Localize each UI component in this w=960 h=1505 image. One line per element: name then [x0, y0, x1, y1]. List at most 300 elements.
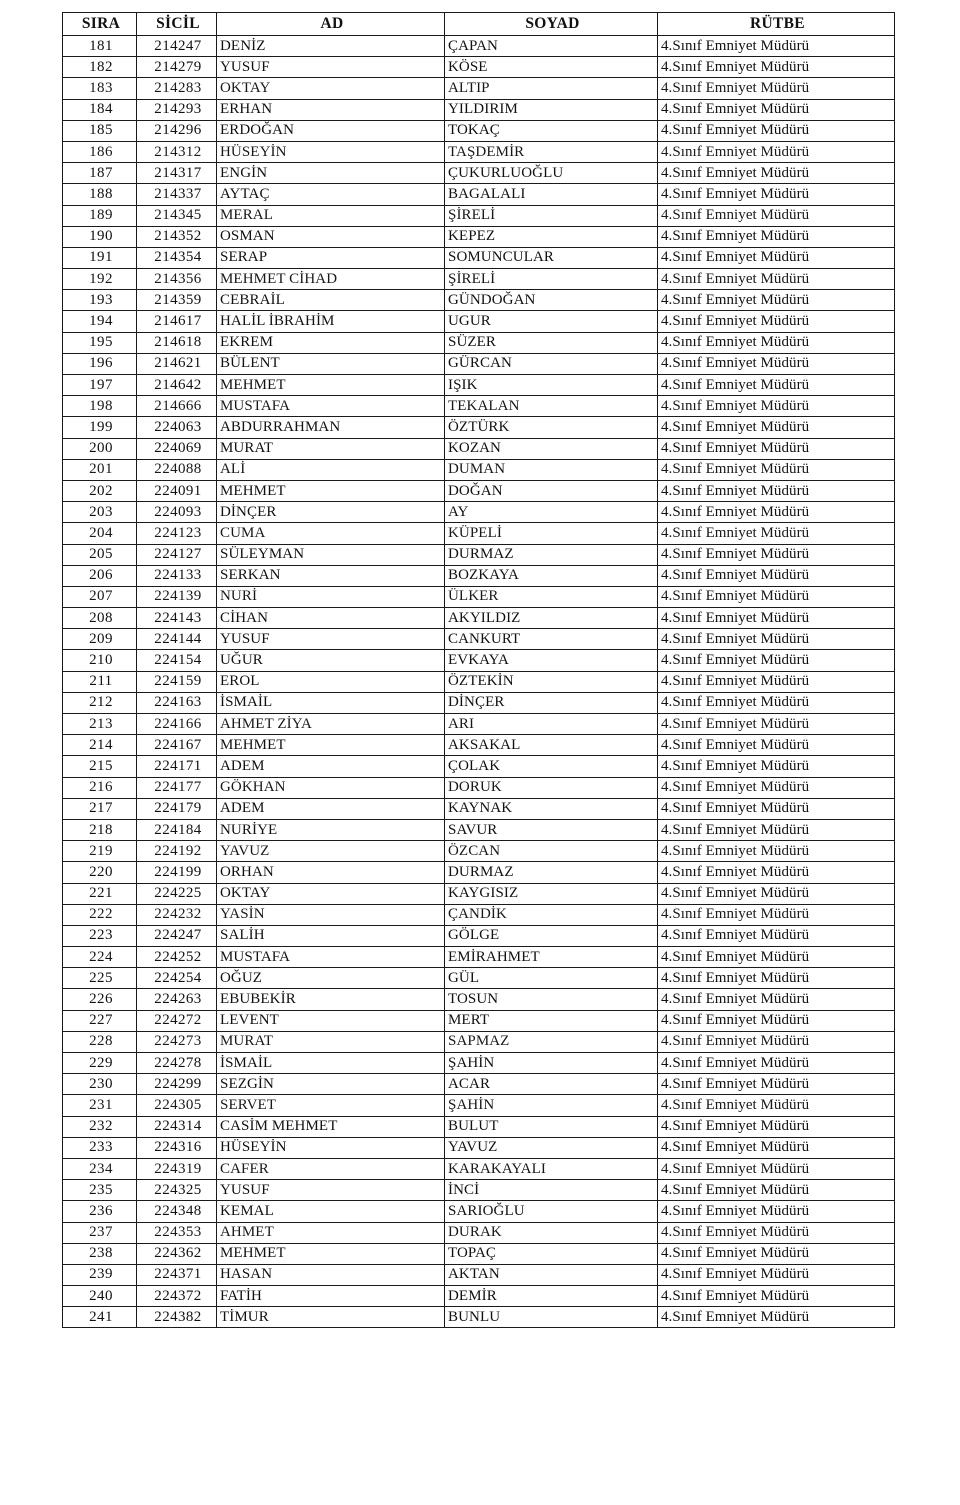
table-row	[63, 438, 895, 459]
cell-soyad: ÖZCAN	[445, 841, 658, 862]
cell-soyad: KAYGISIZ	[445, 883, 658, 904]
cell-sicil: 224179	[137, 798, 217, 819]
cell-sira: 191	[63, 247, 137, 268]
cell-sira: 187	[63, 163, 137, 184]
cell-sicil: 224273	[137, 1031, 217, 1052]
cell-rutbe: 4.Sınıf Emniyet Müdürü	[658, 1010, 895, 1031]
cell-sira: 220	[63, 862, 137, 883]
cell-sira: 216	[63, 777, 137, 798]
cell-sira: 221	[63, 883, 137, 904]
cell-rutbe: 4.Sınıf Emniyet Müdürü	[658, 353, 895, 374]
cell-sicil: 214642	[137, 375, 217, 396]
cell-ad: SERKAN	[217, 565, 445, 586]
cell-sicil: 224325	[137, 1180, 217, 1201]
cell-sicil: 214345	[137, 205, 217, 226]
cell-soyad: TOPAÇ	[445, 1243, 658, 1264]
table-row	[63, 459, 895, 480]
cell-sira: 211	[63, 671, 137, 692]
cell-rutbe: 4.Sınıf Emniyet Müdürü	[658, 247, 895, 268]
table-row	[63, 226, 895, 247]
cell-soyad: ÖZTÜRK	[445, 417, 658, 438]
cell-soyad: İNCİ	[445, 1180, 658, 1201]
table-row	[63, 841, 895, 862]
cell-ad: ORHAN	[217, 862, 445, 883]
cell-rutbe: 4.Sınıf Emniyet Müdürü	[658, 120, 895, 141]
cell-sira: 222	[63, 904, 137, 925]
cell-sicil: 224093	[137, 502, 217, 523]
table-row	[63, 798, 895, 819]
cell-ad: ERHAN	[217, 99, 445, 120]
cell-rutbe: 4.Sınıf Emniyet Müdürü	[658, 184, 895, 205]
cell-sira: 238	[63, 1243, 137, 1264]
cell-sira: 208	[63, 608, 137, 629]
cell-ad: SALİH	[217, 925, 445, 946]
cell-sira: 233	[63, 1137, 137, 1158]
cell-soyad: SARIOĞLU	[445, 1201, 658, 1222]
cell-soyad: YILDIRIM	[445, 99, 658, 120]
cell-sicil: 224171	[137, 756, 217, 777]
cell-sira: 215	[63, 756, 137, 777]
cell-soyad: TAŞDEMİR	[445, 141, 658, 162]
cell-sira: 206	[63, 565, 137, 586]
cell-soyad: EVKAYA	[445, 650, 658, 671]
cell-sicil: 214312	[137, 141, 217, 162]
cell-soyad: AKYILDIZ	[445, 608, 658, 629]
cell-ad: HALİL İBRAHİM	[217, 311, 445, 332]
cell-rutbe: 4.Sınıf Emniyet Müdürü	[658, 883, 895, 904]
cell-sicil: 224252	[137, 947, 217, 968]
cell-sira: 192	[63, 269, 137, 290]
cell-soyad: BAGALALI	[445, 184, 658, 205]
cell-soyad: BUNLU	[445, 1307, 658, 1328]
table-row	[63, 163, 895, 184]
cell-sicil: 214317	[137, 163, 217, 184]
cell-soyad: SÜZER	[445, 332, 658, 353]
cell-ad: HÜSEYİN	[217, 1137, 445, 1158]
table-row	[63, 1116, 895, 1137]
cell-ad: KEMAL	[217, 1201, 445, 1222]
table-row	[63, 78, 895, 99]
table-row	[63, 396, 895, 417]
cell-sira: 188	[63, 184, 137, 205]
table-row	[63, 989, 895, 1010]
table-row	[63, 756, 895, 777]
cell-ad: ABDURRAHMAN	[217, 417, 445, 438]
cell-ad: HASAN	[217, 1264, 445, 1285]
cell-ad: ADEM	[217, 798, 445, 819]
cell-ad: YUSUF	[217, 1180, 445, 1201]
cell-rutbe: 4.Sınıf Emniyet Müdürü	[658, 1201, 895, 1222]
cell-rutbe: 4.Sınıf Emniyet Müdürü	[658, 57, 895, 78]
cell-soyad: ÇOLAK	[445, 756, 658, 777]
cell-sicil: 224263	[137, 989, 217, 1010]
cell-rutbe: 4.Sınıf Emniyet Müdürü	[658, 311, 895, 332]
cell-ad: DENİZ	[217, 36, 445, 57]
table-row	[63, 650, 895, 671]
column-header-soyad: SOYAD	[445, 13, 658, 36]
cell-rutbe: 4.Sınıf Emniyet Müdürü	[658, 78, 895, 99]
table-row	[63, 1243, 895, 1264]
cell-soyad: GÖLGE	[445, 925, 658, 946]
cell-soyad: ÜLKER	[445, 586, 658, 607]
cell-sira: 190	[63, 226, 137, 247]
cell-rutbe: 4.Sınıf Emniyet Müdürü	[658, 1286, 895, 1307]
cell-soyad: KARAKAYALI	[445, 1158, 658, 1179]
cell-soyad: SOMUNCULAR	[445, 247, 658, 268]
cell-sira: 237	[63, 1222, 137, 1243]
cell-sira: 240	[63, 1286, 137, 1307]
cell-ad: HÜSEYİN	[217, 141, 445, 162]
cell-sira: 197	[63, 375, 137, 396]
cell-rutbe: 4.Sınıf Emniyet Müdürü	[658, 1158, 895, 1179]
cell-rutbe: 4.Sınıf Emniyet Müdürü	[658, 438, 895, 459]
cell-rutbe: 4.Sınıf Emniyet Müdürü	[658, 269, 895, 290]
cell-soyad: BULUT	[445, 1116, 658, 1137]
cell-rutbe: 4.Sınıf Emniyet Müdürü	[658, 586, 895, 607]
cell-sira: 210	[63, 650, 137, 671]
cell-sira: 227	[63, 1010, 137, 1031]
table-row	[63, 947, 895, 968]
cell-rutbe: 4.Sınıf Emniyet Müdürü	[658, 502, 895, 523]
cell-rutbe: 4.Sınıf Emniyet Müdürü	[658, 1137, 895, 1158]
cell-ad: LEVENT	[217, 1010, 445, 1031]
cell-ad: CEBRAİL	[217, 290, 445, 311]
cell-sicil: 224278	[137, 1053, 217, 1074]
cell-rutbe: 4.Sınıf Emniyet Müdürü	[658, 1074, 895, 1095]
cell-ad: MEHMET	[217, 375, 445, 396]
table-row	[63, 1264, 895, 1285]
cell-sira: 213	[63, 714, 137, 735]
cell-sira: 234	[63, 1158, 137, 1179]
table-row	[63, 141, 895, 162]
cell-ad: ALİ	[217, 459, 445, 480]
cell-ad: BÜLENT	[217, 353, 445, 374]
table-row	[63, 269, 895, 290]
cell-sicil: 224362	[137, 1243, 217, 1264]
table-row	[63, 375, 895, 396]
cell-rutbe: 4.Sınıf Emniyet Müdürü	[658, 459, 895, 480]
cell-sicil: 224144	[137, 629, 217, 650]
cell-sicil: 214356	[137, 269, 217, 290]
cell-soyad: ACAR	[445, 1074, 658, 1095]
cell-sira: 207	[63, 586, 137, 607]
table-row	[63, 671, 895, 692]
column-header-sira: SIRA	[63, 13, 137, 36]
cell-ad: MUSTAFA	[217, 396, 445, 417]
cell-ad: FATİH	[217, 1286, 445, 1307]
cell-sira: 236	[63, 1201, 137, 1222]
cell-rutbe: 4.Sınıf Emniyet Müdürü	[658, 332, 895, 353]
cell-sicil: 224199	[137, 862, 217, 883]
cell-sicil: 224127	[137, 544, 217, 565]
table-row	[63, 629, 895, 650]
cell-ad: MEHMET	[217, 1243, 445, 1264]
table-row	[63, 1201, 895, 1222]
cell-ad: AHMET	[217, 1222, 445, 1243]
cell-ad: AYTAÇ	[217, 184, 445, 205]
cell-soyad: KÜPELİ	[445, 523, 658, 544]
cell-rutbe: 4.Sınıf Emniyet Müdürü	[658, 777, 895, 798]
cell-rutbe: 4.Sınıf Emniyet Müdürü	[658, 396, 895, 417]
table-row	[63, 1286, 895, 1307]
cell-rutbe: 4.Sınıf Emniyet Müdürü	[658, 1095, 895, 1116]
table-row	[63, 968, 895, 989]
cell-soyad: DEMİR	[445, 1286, 658, 1307]
header-row	[63, 13, 895, 36]
cell-rutbe: 4.Sınıf Emniyet Müdürü	[658, 1053, 895, 1074]
cell-sira: 182	[63, 57, 137, 78]
cell-ad: MEHMET CİHAD	[217, 269, 445, 290]
cell-sira: 231	[63, 1095, 137, 1116]
cell-sicil: 224184	[137, 819, 217, 840]
table-row	[63, 904, 895, 925]
cell-soyad: DİNÇER	[445, 692, 658, 713]
cell-soyad: DURAK	[445, 1222, 658, 1243]
cell-rutbe: 4.Sınıf Emniyet Müdürü	[658, 735, 895, 756]
cell-ad: CASİM MEHMET	[217, 1116, 445, 1137]
cell-ad: NURİYE	[217, 819, 445, 840]
cell-soyad: DUMAN	[445, 459, 658, 480]
cell-ad: AHMET ZİYA	[217, 714, 445, 735]
cell-sira: 189	[63, 205, 137, 226]
cell-sira: 193	[63, 290, 137, 311]
table-row	[63, 205, 895, 226]
cell-soyad: ALTIP	[445, 78, 658, 99]
cell-soyad: ÇAPAN	[445, 36, 658, 57]
cell-soyad: ÖZTEKİN	[445, 671, 658, 692]
table-row	[63, 290, 895, 311]
cell-ad: OĞUZ	[217, 968, 445, 989]
cell-sicil: 224348	[137, 1201, 217, 1222]
cell-rutbe: 4.Sınıf Emniyet Müdürü	[658, 226, 895, 247]
cell-ad: ENGİN	[217, 163, 445, 184]
cell-ad: CAFER	[217, 1158, 445, 1179]
cell-sira: 212	[63, 692, 137, 713]
cell-ad: TİMUR	[217, 1307, 445, 1328]
cell-soyad: SAVUR	[445, 819, 658, 840]
table-row	[63, 1095, 895, 1116]
cell-rutbe: 4.Sınıf Emniyet Müdürü	[658, 1307, 895, 1328]
cell-ad: YUSUF	[217, 629, 445, 650]
cell-rutbe: 4.Sınıf Emniyet Müdürü	[658, 692, 895, 713]
cell-soyad: BOZKAYA	[445, 565, 658, 586]
cell-sira: 218	[63, 819, 137, 840]
cell-soyad: KAYNAK	[445, 798, 658, 819]
cell-rutbe: 4.Sınıf Emniyet Müdürü	[658, 205, 895, 226]
cell-soyad: AY	[445, 502, 658, 523]
cell-sicil: 224305	[137, 1095, 217, 1116]
table-row	[63, 819, 895, 840]
cell-sicil: 224133	[137, 565, 217, 586]
cell-rutbe: 4.Sınıf Emniyet Müdürü	[658, 798, 895, 819]
cell-soyad: GÜRCAN	[445, 353, 658, 374]
cell-rutbe: 4.Sınıf Emniyet Müdürü	[658, 1116, 895, 1137]
cell-ad: DİNÇER	[217, 502, 445, 523]
cell-ad: UĞUR	[217, 650, 445, 671]
cell-sicil: 224247	[137, 925, 217, 946]
cell-sira: 219	[63, 841, 137, 862]
cell-soyad: KÖSE	[445, 57, 658, 78]
table-row	[63, 586, 895, 607]
cell-ad: OKTAY	[217, 78, 445, 99]
table-row	[63, 925, 895, 946]
cell-sicil: 214296	[137, 120, 217, 141]
cell-sicil: 224319	[137, 1158, 217, 1179]
cell-ad: ADEM	[217, 756, 445, 777]
cell-sicil: 224088	[137, 459, 217, 480]
cell-sira: 194	[63, 311, 137, 332]
cell-soyad: DURMAZ	[445, 544, 658, 565]
table-row	[63, 120, 895, 141]
cell-rutbe: 4.Sınıf Emniyet Müdürü	[658, 1243, 895, 1264]
cell-rutbe: 4.Sınıf Emniyet Müdürü	[658, 862, 895, 883]
cell-ad: OKTAY	[217, 883, 445, 904]
cell-sira: 228	[63, 1031, 137, 1052]
cell-sicil: 214359	[137, 290, 217, 311]
cell-sira: 230	[63, 1074, 137, 1095]
cell-soyad: EMİRAHMET	[445, 947, 658, 968]
cell-rutbe: 4.Sınıf Emniyet Müdürü	[658, 714, 895, 735]
cell-sicil: 224299	[137, 1074, 217, 1095]
cell-soyad: DOĞAN	[445, 480, 658, 501]
cell-sicil: 214283	[137, 78, 217, 99]
cell-sira: 224	[63, 947, 137, 968]
cell-rutbe: 4.Sınıf Emniyet Müdürü	[658, 925, 895, 946]
cell-ad: EROL	[217, 671, 445, 692]
cell-sira: 181	[63, 36, 137, 57]
cell-sicil: 224254	[137, 968, 217, 989]
cell-sira: 214	[63, 735, 137, 756]
cell-sicil: 224372	[137, 1286, 217, 1307]
table-row	[63, 1010, 895, 1031]
cell-sira: 241	[63, 1307, 137, 1328]
cell-sicil: 224167	[137, 735, 217, 756]
cell-sira: 209	[63, 629, 137, 650]
table-row	[63, 1158, 895, 1179]
cell-soyad: TOSUN	[445, 989, 658, 1010]
cell-sicil: 224192	[137, 841, 217, 862]
table-row	[63, 777, 895, 798]
cell-soyad: ŞİRELİ	[445, 205, 658, 226]
cell-soyad: MERT	[445, 1010, 658, 1031]
cell-sicil: 224139	[137, 586, 217, 607]
cell-sira: 199	[63, 417, 137, 438]
cell-ad: MERAL	[217, 205, 445, 226]
cell-soyad: DORUK	[445, 777, 658, 798]
table-row	[63, 311, 895, 332]
cell-rutbe: 4.Sınıf Emniyet Müdürü	[658, 819, 895, 840]
column-header-sicil: SİCİL	[137, 13, 217, 36]
cell-sicil: 224232	[137, 904, 217, 925]
cell-rutbe: 4.Sınıf Emniyet Müdürü	[658, 968, 895, 989]
table-row	[63, 883, 895, 904]
cell-rutbe: 4.Sınıf Emniyet Müdürü	[658, 841, 895, 862]
cell-rutbe: 4.Sınıf Emniyet Müdürü	[658, 1180, 895, 1201]
cell-ad: MUSTAFA	[217, 947, 445, 968]
table-row	[63, 1137, 895, 1158]
cell-rutbe: 4.Sınıf Emniyet Müdürü	[658, 290, 895, 311]
cell-sicil: 214354	[137, 247, 217, 268]
cell-ad: GÖKHAN	[217, 777, 445, 798]
cell-rutbe: 4.Sınıf Emniyet Müdürü	[658, 480, 895, 501]
cell-ad: SERAP	[217, 247, 445, 268]
cell-sira: 205	[63, 544, 137, 565]
cell-sicil: 214617	[137, 311, 217, 332]
cell-sira: 226	[63, 989, 137, 1010]
cell-soyad: GÜNDOĞAN	[445, 290, 658, 311]
cell-sira: 184	[63, 99, 137, 120]
cell-ad: NURİ	[217, 586, 445, 607]
cell-rutbe: 4.Sınıf Emniyet Müdürü	[658, 650, 895, 671]
cell-sira: 202	[63, 480, 137, 501]
cell-sira: 229	[63, 1053, 137, 1074]
cell-ad: ERDOĞAN	[217, 120, 445, 141]
cell-sira: 186	[63, 141, 137, 162]
cell-sicil: 214621	[137, 353, 217, 374]
column-header-rutbe: RÜTBE	[658, 13, 895, 36]
cell-rutbe: 4.Sınıf Emniyet Müdürü	[658, 1031, 895, 1052]
cell-rutbe: 4.Sınıf Emniyet Müdürü	[658, 417, 895, 438]
cell-soyad: SAPMAZ	[445, 1031, 658, 1052]
cell-soyad: ŞAHİN	[445, 1053, 658, 1074]
table-body	[63, 36, 895, 1328]
cell-sicil: 224353	[137, 1222, 217, 1243]
table-header	[63, 13, 895, 36]
cell-ad: MURAT	[217, 1031, 445, 1052]
table-row	[63, 714, 895, 735]
table-row	[63, 692, 895, 713]
cell-rutbe: 4.Sınıf Emniyet Müdürü	[658, 1264, 895, 1285]
table-row	[63, 1222, 895, 1243]
cell-ad: YUSUF	[217, 57, 445, 78]
cell-sicil: 224177	[137, 777, 217, 798]
cell-ad: YAVUZ	[217, 841, 445, 862]
cell-rutbe: 4.Sınıf Emniyet Müdürü	[658, 375, 895, 396]
cell-sira: 196	[63, 353, 137, 374]
cell-sicil: 224091	[137, 480, 217, 501]
cell-rutbe: 4.Sınıf Emniyet Müdürü	[658, 1222, 895, 1243]
table-row	[63, 502, 895, 523]
cell-rutbe: 4.Sınıf Emniyet Müdürü	[658, 99, 895, 120]
cell-rutbe: 4.Sınıf Emniyet Müdürü	[658, 544, 895, 565]
table-row	[63, 735, 895, 756]
cell-ad: SERVET	[217, 1095, 445, 1116]
cell-ad: İSMAİL	[217, 1053, 445, 1074]
cell-soyad: ÇUKURLUOĞLU	[445, 163, 658, 184]
cell-sicil: 214279	[137, 57, 217, 78]
cell-rutbe: 4.Sınıf Emniyet Müdürü	[658, 989, 895, 1010]
cell-rutbe: 4.Sınıf Emniyet Müdürü	[658, 904, 895, 925]
cell-sicil: 214293	[137, 99, 217, 120]
cell-ad: MURAT	[217, 438, 445, 459]
cell-rutbe: 4.Sınıf Emniyet Müdürü	[658, 565, 895, 586]
cell-soyad: AKSAKAL	[445, 735, 658, 756]
cell-soyad: GÜL	[445, 968, 658, 989]
table-row	[63, 247, 895, 268]
table-row	[63, 1307, 895, 1328]
cell-soyad: UGUR	[445, 311, 658, 332]
cell-rutbe: 4.Sınıf Emniyet Müdürü	[658, 36, 895, 57]
table-row	[63, 353, 895, 374]
cell-sira: 198	[63, 396, 137, 417]
cell-soyad: YAVUZ	[445, 1137, 658, 1158]
cell-sicil: 224382	[137, 1307, 217, 1328]
cell-sicil: 214618	[137, 332, 217, 353]
cell-rutbe: 4.Sınıf Emniyet Müdürü	[658, 947, 895, 968]
cell-soyad: ŞİRELİ	[445, 269, 658, 290]
cell-sira: 235	[63, 1180, 137, 1201]
cell-soyad: CANKURT	[445, 629, 658, 650]
